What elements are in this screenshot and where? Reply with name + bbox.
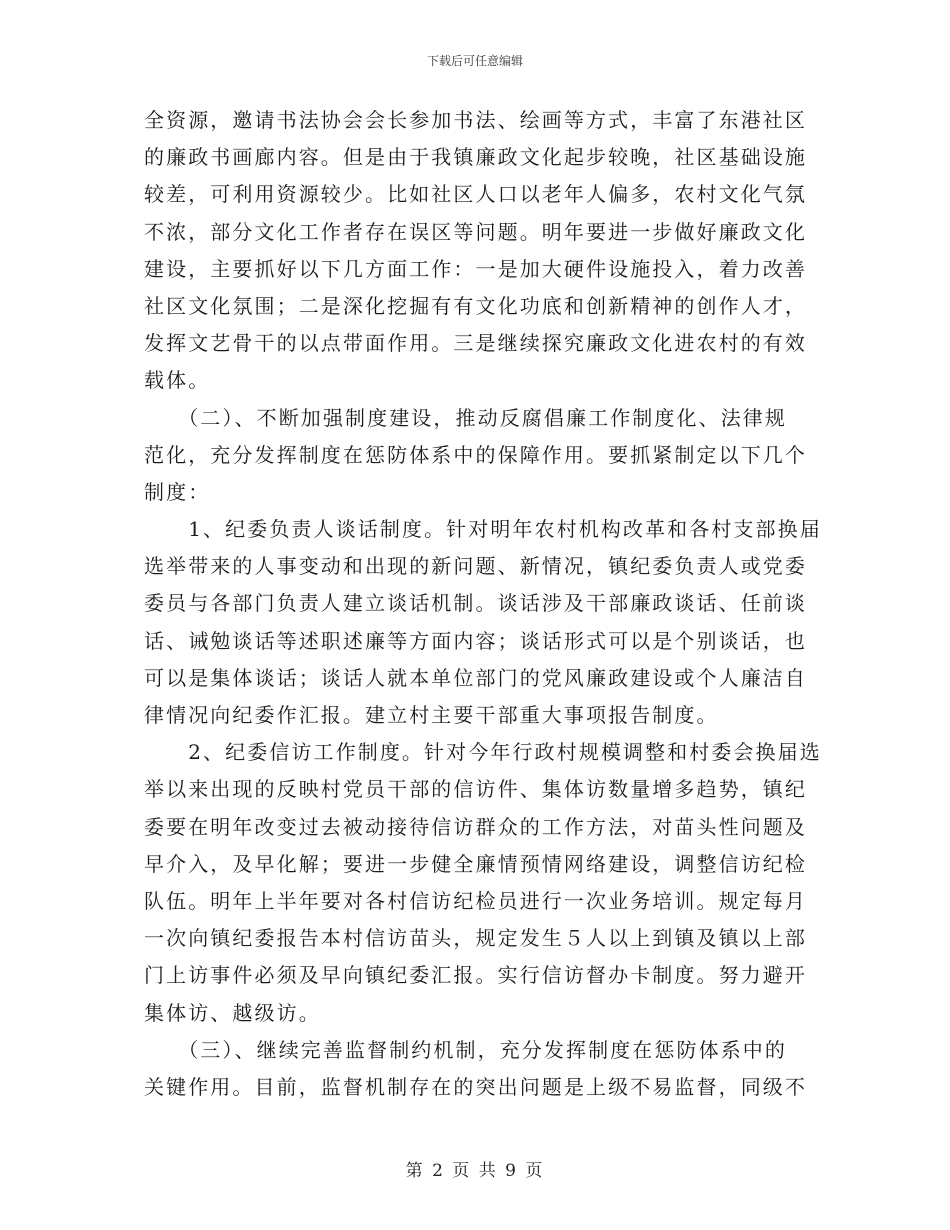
text-line: 队伍。明年上半年要对各村信访纪检员进行一次业务培训。规定每月 bbox=[144, 888, 807, 913]
text-line: 举以来出现的反映村党员干部的信访件、集体访数量增多趋势，镇纪 bbox=[144, 777, 807, 802]
text-line: 早介入，及早化解；要进一步健全廉情预情网络建设，调整信访纪检 bbox=[144, 851, 807, 876]
text-line: 话、诫勉谈话等述职述廉等方面内容；谈话形式可以是个别谈话，也 bbox=[144, 628, 807, 653]
text-line: 发挥文艺骨干的以点带面作用。三是继续探究廉政文化进农村的有效 bbox=[144, 331, 807, 356]
text-line: 集体访、越级访。 bbox=[144, 1000, 321, 1025]
text-line: （二）、不断加强制度建设，推动反腐倡廉工作制度化、法律规 bbox=[144, 405, 787, 430]
page-footer: 第 2 页 共 9 页 bbox=[405, 1161, 545, 1181]
text-line: 较差，可利用资源较少。比如社区人口以老年人偏多，农村文化气氛 bbox=[144, 182, 807, 207]
text-line: 委要在明年改变过去被动接待信访群众的工作方法，对苗头性问题及 bbox=[144, 814, 807, 839]
text-line: 范化，充分发挥制度在惩防体系中的保障作用。要抓紧制定以下几个 bbox=[144, 442, 807, 467]
text-line: 建设，主要抓好以下几方面工作：一是加大硬件设施投入，着力改善 bbox=[144, 256, 807, 281]
text-line: 社区文化氛围；二是深化挖掘有有文化功底和创新精神的创作人才， bbox=[144, 293, 807, 318]
text-line: （三）、继续完善监督制约机制，充分发挥制度在惩防体系中的 bbox=[144, 1037, 787, 1062]
text-line: 1、纪委负责人谈话制度。针对明年农村机构改革和各村支部换届 bbox=[144, 517, 822, 542]
text-line: 制度： bbox=[144, 479, 211, 504]
text-line: 载体。 bbox=[144, 368, 211, 393]
page-header: 下载后可任意编辑 bbox=[426, 54, 523, 68]
text-line: 的廉政书画廊内容。但是由于我镇廉政文化起步较晚，社区基础设施 bbox=[144, 145, 807, 170]
text-line: 门上访事件必须及早向镇纪委汇报。实行信访督办卡制度。努力避开 bbox=[144, 963, 807, 988]
text-line: 一次向镇纪委报告本村信访苗头，规定发生５人以上到镇及镇以上部 bbox=[144, 926, 807, 951]
document-body bbox=[144, 102, 822, 1106]
text-line: 2、纪委信访工作制度。针对今年行政村规模调整和村委会换届选 bbox=[144, 740, 822, 765]
text-line: 关键作用。目前，监督机制存在的突出问题是上级不易监督，同级不 bbox=[144, 1074, 807, 1099]
text-line: 选举带来的人事变动和出现的新问题、新情况，镇纪委负责人或党委 bbox=[144, 554, 807, 579]
text-line: 全资源，邀请书法协会会长参加书法、绘画等方式，丰富了东港社区 bbox=[144, 108, 807, 132]
text-line: 不浓，部分文化工作者存在误区等问题。明年要进一步做好廉政文化 bbox=[144, 219, 807, 244]
text-line: 委员与各部门负责人建立谈话机制。谈话涉及干部廉政谈话、任前谈 bbox=[144, 591, 807, 616]
text-line: 律情况向纪委作汇报。建立村主要干部重大事项报告制度。 bbox=[144, 703, 719, 727]
text-line: 可以是集体谈话；谈话人就本单位部门的党风廉政建设或个人廉洁自 bbox=[144, 665, 807, 690]
